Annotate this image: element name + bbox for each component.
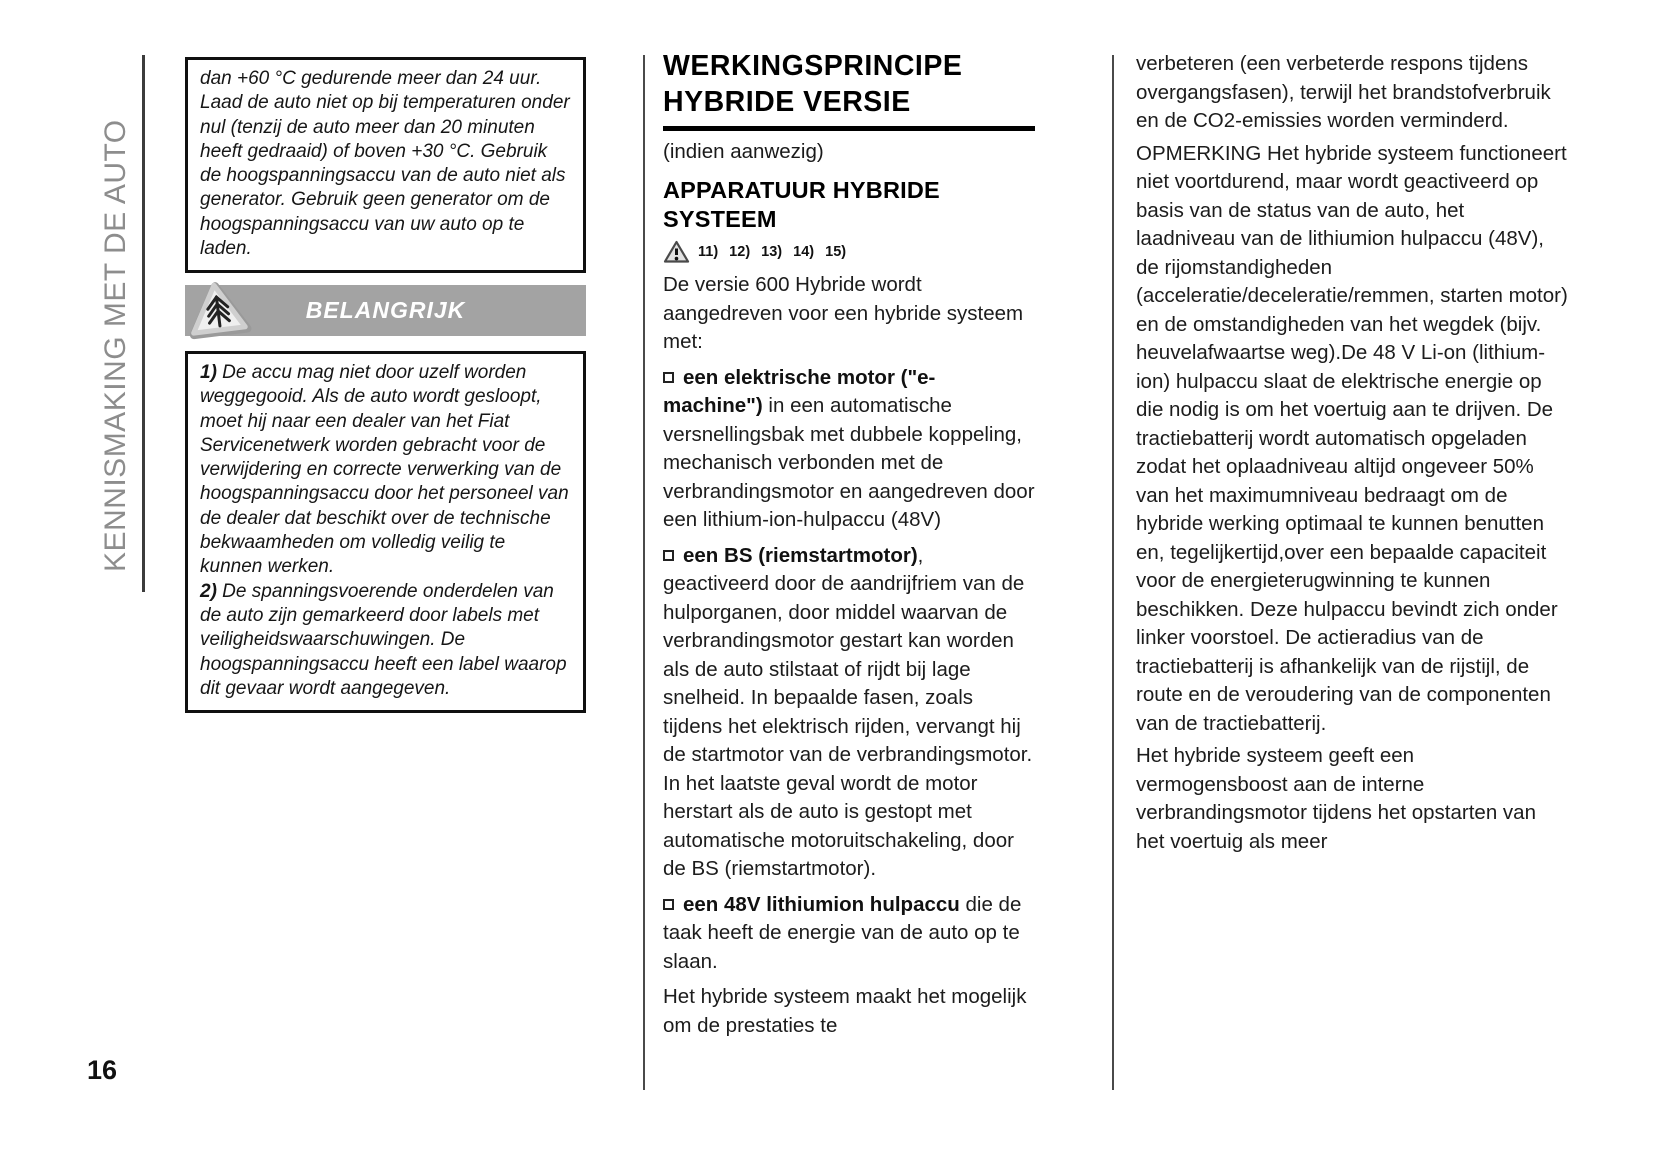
closing-paragraph: Het hybride systeem maakt het mogelijk om de prestaties te — [663, 985, 1027, 1037]
warning-triangle-icon — [663, 240, 690, 264]
bullet-bold: een elektrische motor ("e-machine") — [663, 365, 936, 417]
environment-tree-triangle-icon — [184, 277, 253, 342]
square-bullet-icon — [663, 550, 674, 561]
item-text: De spanningsvoerende onderdelen van de auto zijn gemarkeerd door labels met veiligheidswaarschuwingen. De hoogspanningsaccu heeft een label waarop dit gevaar wordt aangegeven. — [200, 580, 567, 699]
square-bullet-icon — [663, 372, 674, 383]
important-banner-label: BELANGRIJK — [305, 297, 466, 323]
page-number: 16 — [87, 1055, 118, 1085]
bullet-item-e-machine — [663, 364, 1035, 535]
note-numbers: 11) 12) 13) 14) 15) — [698, 244, 847, 260]
middle-column — [663, 48, 1035, 1040]
column-divider — [1112, 55, 1114, 1090]
bullet-rest: , geactiveerd door de aandrijfriem van de hulporganen, door middel waarvan de verbrandingsmotor gestart kan worden als de auto stilstaat of rijdt bij lage snelheid. In bepaalde fasen, zoals tijdens het elektrisch rijden, vervangt hij de startmotor van de verbrandingsmotor. In het laatste geval wordt de motor herstart als de auto is gestopt met automatische motoruitschakeling, door de BS (riemstartmotor). — [663, 543, 1033, 880]
paragraph-opmerking: OPMERKING Het hybride systeem functioneert niet voortdurend, maar wordt geactiveerd op basis van de status van de auto, het laadniveau van de lithiumion hulpaccu (48V), de rijomstandigheden (acceleratie/deceleratie/remmen, starten motor) en de omstandigheden van het wegdek (bijv. heuvelafwaartse weg).De 48 V Li-on (lithium-ion) hulpaccu slaat de elektrische energie op die nodig is om het voertuig aan te drijven. De tractiebatterij wordt automatisch opgeladen zodat het oplaadniveau altijd ongeveer 50% van het maximumniveau bedraagt om de hybride werking optimaal te kunnen benutten en, tegelijkertijd,over een bepaalde capaciteit voor de energieterugwinning te kunnen beschikken. Deze hulpaccu bevindt zich onder linker voorstoel. De actieradius van de tractiebatterij is afhankelijk van de rijstijl, de route en de veroudering van de componenten van de tractiebatterij. — [1136, 141, 1568, 735]
subtitle: (indien aanwezig) — [663, 140, 824, 163]
bullet-item-bs-motor — [663, 542, 1035, 884]
bullet-bold: een 48V lithiumion hulpaccu — [683, 892, 960, 916]
important-item-1 — [200, 361, 571, 580]
square-bullet-icon — [663, 899, 674, 910]
bullet-rest: die de taak heeft de energie van de auto op te slaan. — [663, 892, 1022, 973]
warning-box-continued — [185, 57, 586, 273]
chapter-label: KENNISMAKING MET DE AUTO — [99, 119, 132, 572]
section-heading-line2: SYSTEEM — [663, 206, 777, 232]
warning-box-text: dan +60 °C gedurende meer dan 24 uur. Laad de auto niet op bij temperaturen onder nul (tenzij de auto meer dan 20 minuten heeft gedraaid) of boven +30 °C. Gebruik de hoogspanningsaccu van de auto niet als generator. Gebruik geen generator om de hoogspanningsaccu van uw auto op te laden. — [200, 68, 570, 260]
section-heading — [663, 176, 1035, 234]
important-item-2 — [200, 580, 571, 701]
paragraph: Het hybride systeem geeft een vermogensboost aan de interne verbrandingsmotor tijdens het opstarten van het voertuig als meer — [1136, 744, 1536, 853]
paragraph: verbeteren (een verbeterde respons tijdens overgangsfasen), terwijl het brandstofverbruik en de CO2-emissies worden verminderd. — [1136, 52, 1551, 132]
title-underline — [663, 126, 1035, 131]
item-text: De accu mag niet door uzelf worden weggegooid. Als de auto wordt gesloopt, moet hij naar een dealer van het Fiat Servicenetwerk worden gebracht voor de verwijdering en correcte verwerking van de hoogspanningsaccu door het personeel van de dealer dat beschikt over de technische bekwaamheden om volledig veilig te kunnen werken. — [200, 362, 569, 578]
bullet-bold: een BS (riemstartmotor) — [683, 543, 918, 567]
bullet-item-48v-battery — [663, 891, 1035, 977]
chapter-rule — [142, 55, 145, 592]
right-column — [1136, 50, 1568, 856]
page-title-line2: HYBRIDE VERSIE — [663, 86, 911, 118]
page-title-line1: WERKINGSPRINCIPE — [663, 50, 963, 82]
item-marker: 2) — [200, 580, 217, 602]
page-title — [663, 48, 1035, 120]
important-banner — [185, 285, 586, 336]
important-notes-box — [185, 351, 586, 713]
bullet-rest: in een automatische versnellingsbak met dubbele koppeling, mechanisch verbonden met de verbrandingsmotor en aangedreven door een lithium-ion-hulpaccu (48V) — [663, 394, 1035, 531]
intro-paragraph: De versie 600 Hybride wordt aangedreven voor een hybride systeem met: — [663, 273, 1024, 353]
section-heading-line1: APPARATUUR HYBRIDE — [663, 177, 940, 203]
column-divider — [643, 55, 645, 1090]
warning-references — [663, 240, 1035, 264]
item-marker: 1) — [200, 362, 217, 383]
